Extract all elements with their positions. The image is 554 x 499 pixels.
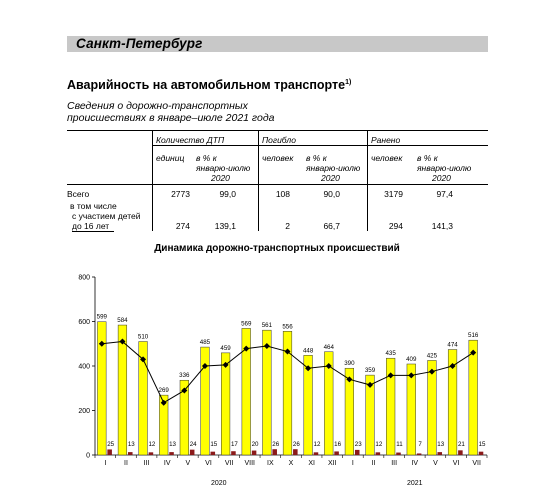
data-label: 7 <box>418 441 422 449</box>
data-label: 13 <box>437 441 445 449</box>
year-label: 2021 <box>407 480 423 487</box>
cell-value: 294 <box>388 221 403 231</box>
x-tick-label: VII <box>472 460 481 467</box>
bar-small <box>417 453 422 455</box>
subheader-percent-line: в % к <box>306 153 327 163</box>
subheader-percent-line: 2020 <box>211 173 230 183</box>
data-label: 26 <box>272 441 280 449</box>
footnote-mark: 1) <box>345 78 352 86</box>
subheader-percent-line: январю-июлю <box>196 163 251 173</box>
row-label-children: с участием детей <box>72 211 141 221</box>
row-label-total: Всего <box>67 189 90 199</box>
y-tick-label: 0 <box>86 452 90 460</box>
bar-small <box>252 451 257 455</box>
y-tick-label: 400 <box>78 363 90 371</box>
x-tick-label: V <box>185 460 191 467</box>
data-label: 569 <box>241 320 252 328</box>
bar-small <box>334 451 339 455</box>
bar-small <box>211 452 216 455</box>
data-label: 11 <box>396 441 403 449</box>
y-tick-label: 200 <box>78 408 90 415</box>
data-label: 15 <box>478 441 486 449</box>
x-tick-label: VI <box>205 460 212 467</box>
subheader-percent-line: в % к <box>417 153 438 163</box>
x-tick-label: II <box>124 460 128 467</box>
cell-value: 97,4 <box>436 189 453 199</box>
bar-small <box>437 452 442 455</box>
bar-small <box>107 449 112 455</box>
x-tick-label: III <box>391 460 398 467</box>
x-tick-label: VII <box>224 460 234 467</box>
subheader-persons: человек <box>371 153 403 163</box>
data-label: 23 <box>354 441 362 449</box>
cell-value: 139,1 <box>214 221 236 231</box>
data-label: 510 <box>137 333 149 341</box>
x-tick-label: XII <box>327 460 337 467</box>
data-label: 24 <box>189 441 197 449</box>
subheader-persons: человек <box>262 153 294 163</box>
bar-small <box>293 449 298 455</box>
data-label: 584 <box>117 317 128 325</box>
bar-small <box>231 451 236 455</box>
x-tick-label: X <box>288 460 294 467</box>
bar-small <box>355 450 360 455</box>
data-label: 15 <box>210 441 218 449</box>
data-label: 390 <box>344 360 355 368</box>
data-label: 12 <box>148 441 156 449</box>
data-label: 409 <box>406 355 417 363</box>
x-tick-label: XI <box>308 460 315 467</box>
header-killed: Погибло <box>262 135 296 145</box>
data-label: 21 <box>457 441 465 449</box>
subheader-percent-line: январю-июлю <box>417 163 472 173</box>
x-tick-label: IV <box>411 460 419 467</box>
x-tick-label: I <box>104 460 107 467</box>
region-name: Санкт-Петербург <box>76 36 203 51</box>
bar-small <box>376 452 381 455</box>
row-label-children: в том числе <box>70 201 117 211</box>
subtitle-line-2: происшествиях в январе–июле 2021 года <box>67 112 275 124</box>
data-label: 516 <box>468 332 479 340</box>
data-label: 13 <box>127 441 135 449</box>
row-label-children: до 16 лет <box>72 221 110 231</box>
data-label: 17 <box>230 441 238 449</box>
data-label: 448 <box>302 347 314 355</box>
x-tick-label: IX <box>267 460 274 467</box>
header-injured: Ранено <box>371 135 401 145</box>
x-tick-label: VIII <box>244 460 255 467</box>
cell-value: 108 <box>275 189 290 199</box>
x-tick-label: II <box>371 460 376 467</box>
header-accidents: Количество ДТП <box>156 135 225 145</box>
data-label: 20 <box>251 441 259 449</box>
bar-small <box>169 452 174 455</box>
subheader-percent-line: 2020 <box>321 173 340 183</box>
data-label: 359 <box>364 367 376 375</box>
bar-small <box>314 452 319 455</box>
data-label: 26 <box>292 441 300 449</box>
cell-value: 2 <box>285 221 290 231</box>
bar-main <box>469 340 478 455</box>
cell-value: 141,3 <box>431 221 453 231</box>
bar-small <box>272 449 277 455</box>
data-label: 12 <box>375 441 383 449</box>
bar-small <box>396 453 401 455</box>
data-label: 464 <box>323 343 334 351</box>
data-label: 561 <box>261 322 273 330</box>
subheader-percent-line: 2020 <box>432 173 451 183</box>
bar-main <box>428 360 437 455</box>
section-title-text: Аварийность на автомобильном транспорте <box>67 78 346 92</box>
cell-value: 90,0 <box>323 189 340 199</box>
data-label: 336 <box>179 372 190 380</box>
bar-small <box>128 452 133 455</box>
data-label: 459 <box>220 344 231 352</box>
bar-small <box>149 452 154 455</box>
data-label: 556 <box>282 323 293 331</box>
chart-title: Динамика дорожно-транспортных происшествий <box>154 243 400 254</box>
data-label: 599 <box>96 313 107 321</box>
data-label: 425 <box>426 352 438 360</box>
year-label: 2020 <box>211 480 227 487</box>
subheader-percent-line: январю-июлю <box>306 163 361 173</box>
x-tick-label: III <box>143 460 150 467</box>
bar-small <box>458 450 463 455</box>
cell-value: 99,0 <box>219 189 236 199</box>
cell-value: 3179 <box>384 189 403 199</box>
data-label: 474 <box>447 341 458 349</box>
data-label: 485 <box>199 339 211 347</box>
subtitle-line-1: Сведения о дорожно-транспортных <box>67 100 248 112</box>
cell-value: 274 <box>175 221 190 231</box>
data-label: 12 <box>313 441 321 449</box>
bar-small <box>479 452 484 455</box>
data-label: 13 <box>169 441 176 449</box>
subheader-units: единиц <box>156 153 185 163</box>
bar-small <box>190 450 195 455</box>
data-label: 269 <box>158 387 169 395</box>
y-tick-label: 800 <box>78 274 90 282</box>
y-tick-label: 600 <box>78 319 90 326</box>
cell-value: 66,7 <box>323 221 340 231</box>
subheader-percent-line: в % к <box>196 153 217 163</box>
x-tick-label: V <box>433 460 438 467</box>
cell-value: 2773 <box>171 189 190 199</box>
bar-main <box>221 353 230 455</box>
data-label: 435 <box>385 350 396 358</box>
data-label: 25 <box>107 441 115 449</box>
x-tick-label: IV <box>163 460 171 467</box>
x-tick-label: VI <box>452 460 460 467</box>
x-tick-label: I <box>351 460 354 467</box>
data-label: 16 <box>334 441 342 449</box>
